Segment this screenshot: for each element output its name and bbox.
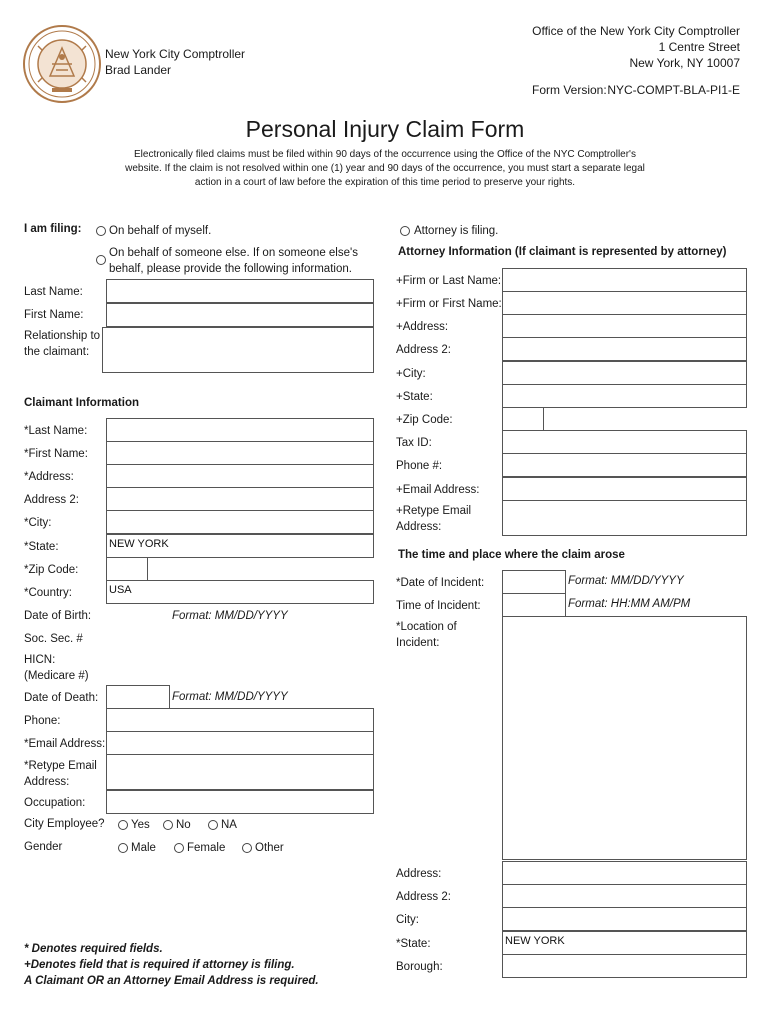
- form-version-label: Form Version:: [532, 83, 607, 97]
- attorney-zip-input[interactable]: [502, 407, 544, 431]
- claimant-phone-label: Phone:: [24, 715, 61, 727]
- claimant-address-label: *Address:: [24, 471, 74, 483]
- radio-attorney-filing[interactable]: [400, 226, 410, 236]
- claimant-hicn-label-2: (Medicare #): [24, 670, 89, 682]
- note-email-required: A Claimant OR an Attorney Email Address is required.: [24, 975, 319, 987]
- radio-on-behalf-other[interactable]: [96, 255, 106, 265]
- gender-other-label: Other: [255, 842, 284, 854]
- attorney-tax-id-label: Tax ID:: [396, 437, 432, 449]
- attorney-zip-label: +Zip Code:: [396, 414, 453, 426]
- option-other-label-1: On behalf of someone else. If on someone else's: [109, 247, 358, 259]
- incident-date-format: Format: MM/DD/YYYY: [568, 575, 684, 587]
- page-title: Personal Injury Claim Form: [245, 116, 525, 142]
- claimant-email-label: *Email Address:: [24, 738, 106, 750]
- form-version-value: NYC-COMPT-BLA-PI1-E: [607, 83, 740, 97]
- attorney-phone-input[interactable]: [502, 453, 747, 477]
- relationship-input[interactable]: [102, 327, 374, 373]
- claimant-city-label: *City:: [24, 517, 52, 529]
- claimant-occupation-label: Occupation:: [24, 797, 86, 809]
- claimant-zip-input[interactable]: [106, 557, 148, 581]
- claimant-first-name-input[interactable]: [106, 441, 374, 465]
- claimant-dod-label: Date of Death:: [24, 692, 99, 704]
- radio-gender-female[interactable]: [174, 843, 184, 853]
- claimant-first-name-label: *First Name:: [24, 448, 88, 460]
- radio-city-employee-na[interactable]: [208, 820, 218, 830]
- incident-time-format: Format: HH:MM AM/PM: [568, 598, 691, 610]
- claimant-dob-label: Date of Birth:: [24, 610, 92, 622]
- claimant-address2-label: Address 2:: [24, 494, 79, 506]
- claimant-last-name-input[interactable]: [106, 418, 374, 442]
- comptroller-name: Brad Lander: [105, 63, 172, 77]
- claimant-dod-input[interactable]: [106, 685, 170, 709]
- claimant-phone-input[interactable]: [106, 708, 374, 732]
- claimant-email-input[interactable]: [106, 731, 374, 755]
- attorney-address-label: +Address:: [396, 321, 449, 333]
- nyc-seal-icon: [22, 24, 102, 104]
- attorney-retype-email-label-1: +Retype Email: [396, 505, 472, 517]
- attorney-city-label: +City:: [396, 368, 426, 380]
- city-employee-no-label: No: [176, 819, 191, 831]
- radio-city-employee-no[interactable]: [163, 820, 173, 830]
- attorney-first-name-label: +Firm or First Name:: [396, 298, 502, 310]
- incident-address-input[interactable]: [502, 861, 747, 885]
- attorney-phone-label: Phone #:: [396, 460, 443, 472]
- incident-date-label: *Date of Incident:: [396, 577, 485, 589]
- claimant-retype-email-label-1: *Retype Email: [24, 760, 97, 772]
- attorney-address-input[interactable]: [502, 314, 747, 338]
- city-employee-label: City Employee?: [24, 818, 105, 830]
- claimant-occupation-input[interactable]: [106, 790, 374, 814]
- intro-line-2: website. If the claim is not resolved within one (1) year and 90 days of the occurrence, you must start a separate legal: [125, 163, 645, 174]
- radio-gender-male[interactable]: [118, 843, 128, 853]
- claimant-zip-label: *Zip Code:: [24, 564, 79, 576]
- attorney-first-name-input[interactable]: [502, 291, 747, 315]
- claimant-retype-email-input[interactable]: [106, 754, 374, 790]
- note-required-fields: * Denotes required fields.: [24, 943, 163, 955]
- attorney-heading: Attorney Information (If claimant is represented by attorney): [398, 246, 727, 258]
- incident-borough-label: Borough:: [396, 961, 443, 973]
- office-name: New York City Comptroller: [105, 47, 246, 61]
- filer-first-name-input[interactable]: [106, 303, 374, 327]
- relationship-label-1: Relationship to: [24, 330, 101, 342]
- incident-borough-input[interactable]: [502, 954, 747, 978]
- incident-location-textarea[interactable]: [502, 616, 747, 860]
- claimant-dob-format: Format: MM/DD/YYYY: [172, 610, 288, 622]
- attorney-email-input[interactable]: [502, 477, 747, 501]
- radio-gender-other[interactable]: [242, 843, 252, 853]
- claimant-country-input[interactable]: USA: [106, 580, 374, 604]
- note-attorney-required: +Denotes field that is required if attorney is filing.: [24, 959, 295, 971]
- option-self-label: On behalf of myself.: [109, 225, 212, 237]
- gender-label: Gender: [24, 841, 63, 853]
- incident-state-input[interactable]: NEW YORK: [502, 931, 747, 955]
- option-attorney-label: Attorney is filing.: [414, 225, 499, 237]
- attorney-retype-email-input[interactable]: [502, 500, 747, 536]
- relationship-label-2: the claimant:: [24, 346, 90, 358]
- claimant-ssn-label: Soc. Sec. #: [24, 633, 83, 645]
- incident-date-input[interactable]: [502, 570, 566, 594]
- claimant-last-name-label: *Last Name:: [24, 425, 88, 437]
- claimant-address2-input[interactable]: [106, 487, 374, 511]
- attorney-state-label: +State:: [396, 391, 433, 403]
- incident-heading: The time and place where the claim arose: [398, 549, 625, 561]
- attorney-firm-input[interactable]: [502, 268, 747, 292]
- claimant-dod-format: Format: MM/DD/YYYY: [172, 691, 288, 703]
- incident-address2-input[interactable]: [502, 884, 747, 908]
- address-line-2: 1 Centre Street: [658, 40, 740, 54]
- address-line-3: New York, NY 10007: [629, 56, 740, 70]
- attorney-address2-input[interactable]: [502, 337, 747, 361]
- claimant-heading: Claimant Information: [24, 397, 140, 409]
- incident-location-label-1: *Location of: [396, 621, 457, 633]
- incident-state-label: *State:: [396, 938, 431, 950]
- attorney-state-input[interactable]: [502, 384, 747, 408]
- claimant-state-label: *State:: [24, 541, 59, 553]
- attorney-city-input[interactable]: [502, 361, 747, 385]
- radio-city-employee-yes[interactable]: [118, 820, 128, 830]
- attorney-tax-id-input[interactable]: [502, 430, 747, 454]
- claimant-address-input[interactable]: [106, 464, 374, 488]
- claimant-state-input[interactable]: NEW YORK: [106, 534, 374, 558]
- incident-city-label: City:: [396, 914, 419, 926]
- incident-time-input[interactable]: [502, 593, 566, 617]
- intro-line-3: action in a court of law before the expiration of this time period to preserve your rights.: [194, 177, 576, 188]
- filer-first-name-label: First Name:: [24, 309, 84, 321]
- claimant-retype-email-label-2: Address:: [24, 776, 70, 788]
- claimant-country-label: *Country:: [24, 587, 72, 599]
- incident-time-label: Time of Incident:: [396, 600, 481, 612]
- claimant-city-input[interactable]: [106, 510, 374, 534]
- incident-address2-label: Address 2:: [396, 891, 451, 903]
- gender-male-label: Male: [131, 842, 156, 854]
- attorney-address2-label: Address 2:: [396, 344, 451, 356]
- option-other-label-2: behalf, please provide the following information.: [109, 263, 352, 275]
- attorney-firm-label: +Firm or Last Name:: [396, 275, 502, 287]
- city-employee-na-label: NA: [221, 819, 237, 831]
- incident-location-label-2: Incident:: [396, 637, 440, 649]
- filing-label: I am filing:: [24, 223, 82, 235]
- city-employee-yes-label: Yes: [131, 819, 150, 831]
- filer-last-name-label: Last Name:: [24, 286, 83, 298]
- incident-address-label: Address:: [396, 868, 442, 880]
- address-line-1: Office of the New York City Comptroller: [532, 24, 740, 38]
- gender-female-label: Female: [187, 842, 226, 854]
- attorney-retype-email-label-2: Address:: [396, 521, 442, 533]
- attorney-email-label: +Email Address:: [396, 484, 480, 496]
- incident-city-input[interactable]: [502, 907, 747, 931]
- claimant-hicn-label-1: HICN:: [24, 654, 56, 666]
- filer-last-name-input[interactable]: [106, 279, 374, 303]
- intro-line-1: Electronically filed claims must be filed within 90 days of the occurrence using the Office of the NYC Comptroller's: [134, 149, 636, 160]
- radio-on-behalf-self[interactable]: [96, 226, 106, 236]
